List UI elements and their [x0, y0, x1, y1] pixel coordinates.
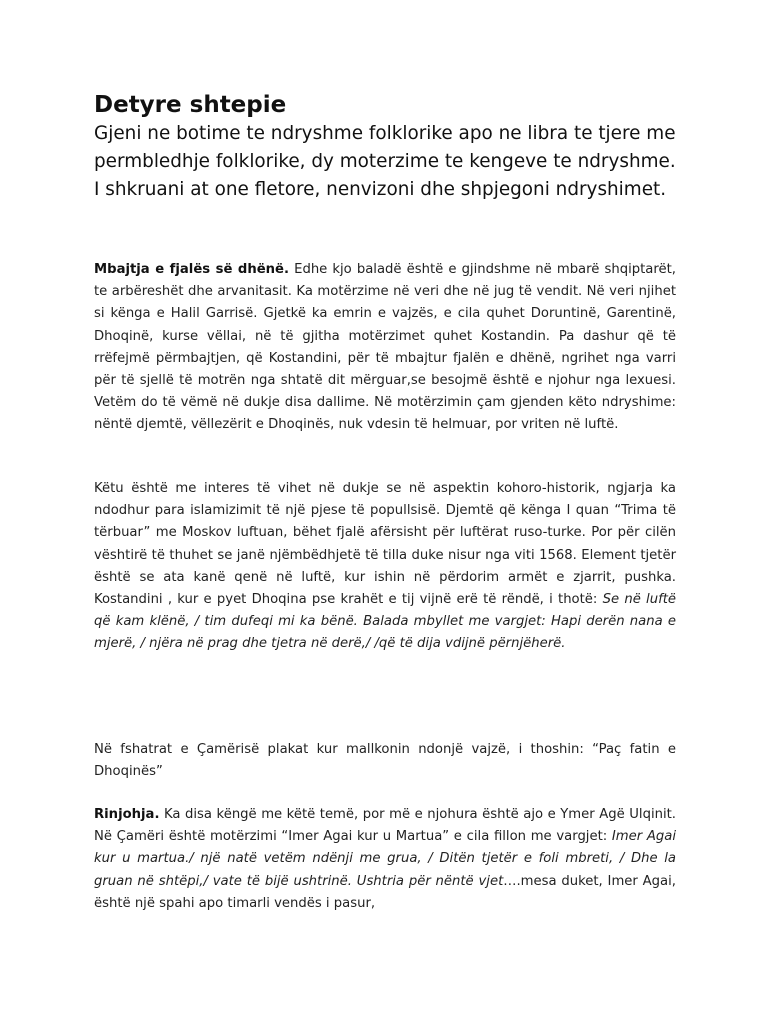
section-heading-rinjohja: Rinjohja. [94, 807, 160, 822]
paragraph-text: Në fshatrat e Çamërisë plakat kur mallkonin ndonjë vajzë, i thoshin: “Paç fatin e Dhoqinës” [94, 742, 676, 780]
verse-quote: Imer Agai kur u martua./ një natë vetëm ndënji me grua, / Ditën tjetër e foli mbreti, / Dhe la gruan në shtëpi,/ vate të bijë ushtrinë. Ushtria për nëntë vjet [94, 829, 677, 889]
page-title: Detyre shtepie [94, 92, 287, 118]
paragraph-rinjohja [94, 804, 676, 915]
paragraph-text: Këtu është me interes të vihet në dukje se në aspektin kohoro-historik, ngjarja ka ndodhur para islamizimit të një pjese të popullsisë. Djemtë që kënga I quan “Trima të tërbuar” me Moskov luftuan, bëhet fjalë afërsisht për luftërat ruso-turke. Por për cilën vështirë të thuhet se janë njëmbëdhjetë të tilla duke nisur nga viti 1568. Element tjetër është se ata kanë qenë në luftë, kur ishin në përdorim armët e zjarrit, pushka. Kostandini , kur e pyet Dhoqina pse krahët e tij vijnë erë të rëndë, i thotë: [94, 481, 676, 608]
paragraph-mbajtja [94, 259, 676, 437]
assignment-instructions: Gjeni ne botime te ndryshme folklorike apo ne libra te tjere me permbledhje folklorike, dy moterzime te kengeve te ndryshme. I shkruani at one fletore, nenvizoni dhe shpjegoni ndryshimet. [94, 123, 676, 200]
paragraph-text: Edhe kjo baladë është e gjindshme në mbarë shqiptarët, te arbëreshët dhe arvanitasit. Ka motërzime në veri dhe në jug të vendit. Në veri njihet si kënga e Halil Garrisë. Gjetkë ka emrin e vajzës, e cila quhet Doruntinë, Garentinë, Dhoqinë, kurse vëllai, në të gjitha motërzimet quhet Kostandin. Pa dashur që të rrëfejmë përmbajtjen, që Kostandini, për të mbajtur fjalën e dhënë, ngrihet nga varri për të sjellë të motrën nga shtatë dit mërguar,se besojmë është e njohur nga lexuesi. Vetëm do të vëmë në dukje disa dallime. Në motërzimin çam gjenden këto ndryshime: nëntë djemtë, vëllezërit e Dhoqinës, nuk vdesin të helmuar, por vriten në luftë. [94, 262, 676, 433]
paragraph-historical-context [94, 478, 676, 656]
paragraph-curse [94, 739, 676, 783]
paragraph-text: Ka disa këngë me këtë temë, por më e njohura është ajo e Ymer Agë Ulqinit. Në Çamëri është motërzimi “Imer Agai kur u Martua” e cila fillon me vargjet: [94, 807, 676, 845]
section-heading-mbajtja: Mbajtja e fjalës së dhënë. [94, 262, 290, 277]
paragraph-text: ….mesa duket, Imer Agai, është një spahi apo timarli vendës i pasur, [94, 873, 676, 911]
verse-quote: Se në luftë që kam klënë, / tim dufeqi mi ka bënë. Balada mbyllet me vargjet: Hapi derën nana e mjerë, / njëra në prag dhe tjetra në derë,/ /që të dija vdijnë përnjëherë. [94, 592, 677, 652]
